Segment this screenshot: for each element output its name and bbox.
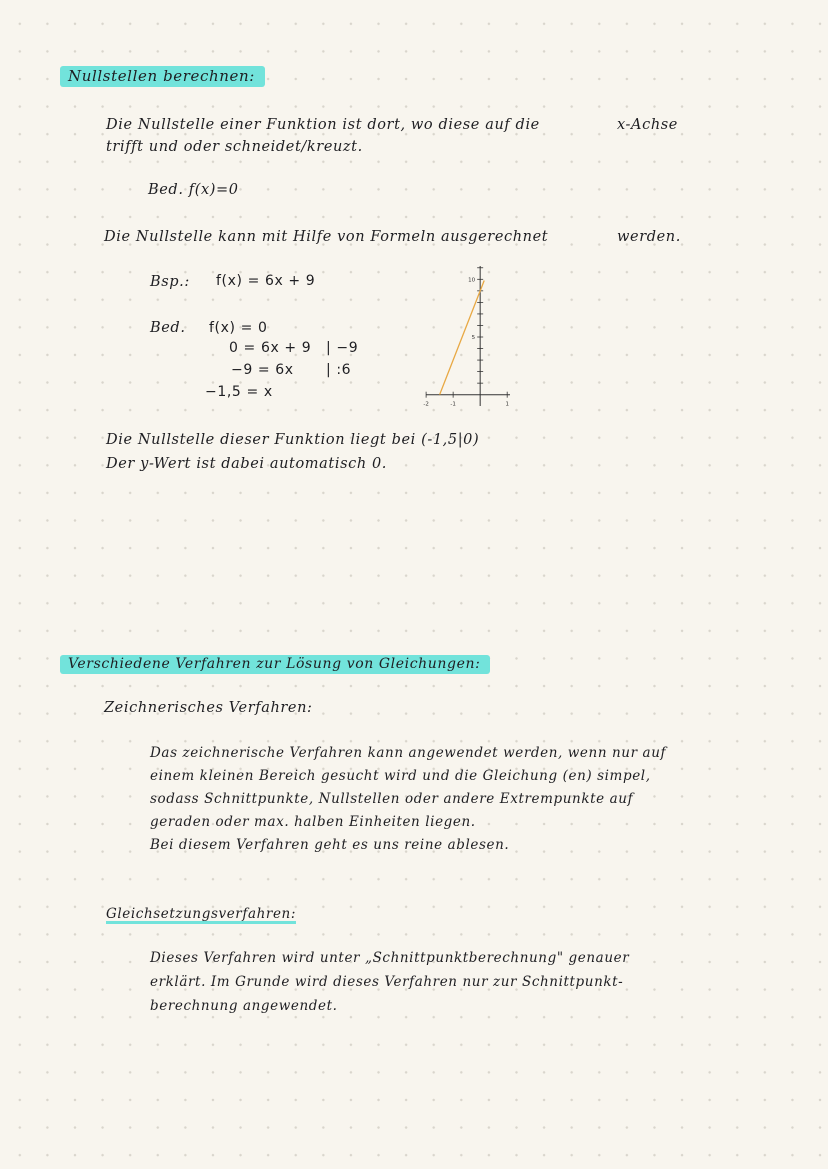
step-2: −9 = 6x xyxy=(231,362,294,378)
intro-line-2: trifft und oder schneidet/kreuzt. xyxy=(106,139,363,155)
heading-verfahren: Verschiedene Verfahren zur Lösung von Gleichungen: xyxy=(60,656,490,672)
y-tick-label: 10 xyxy=(468,277,476,284)
zeichnerisch-line-3: sodass Schnittpunkte, Nullstellen oder andere Extrempunkte auf xyxy=(150,791,634,807)
step-3: −1,5 = x xyxy=(205,384,273,400)
intro-line-1: Die Nullstelle einer Funktion ist dort, wo diese auf die xyxy=(106,117,540,133)
sub-heading-gleichsetzung: Gleichsetzungsverfahren: xyxy=(106,906,296,922)
formula-sentence-end: werden. xyxy=(617,229,681,245)
bed-equation: f(x) = 0 xyxy=(209,320,268,336)
example-label: Bsp.: xyxy=(150,274,190,290)
y-tick-label: 5 xyxy=(471,335,476,341)
gleichsetzung-line-1: Dieses Verfahren wird unter „Schnittpunktberechnung" genauer xyxy=(150,950,630,966)
function-graph xyxy=(418,262,518,412)
intro-line-1-end: x-Achse xyxy=(617,117,678,133)
x-tick-label: -1 xyxy=(450,401,456,408)
result-line-2: Der y-Wert ist dabei automatisch 0. xyxy=(106,456,388,472)
zeichnerisch-line-4: geraden oder max. halben Einheiten liegen. xyxy=(150,814,476,830)
result-line-1: Die Nullstelle dieser Funktion liegt bei (-1,5|0) xyxy=(106,432,480,448)
formula-sentence: Die Nullstelle kann mit Hilfe von Formeln ausgerechnet xyxy=(104,229,549,245)
bed-label: Bed. xyxy=(150,320,186,336)
function-line xyxy=(440,280,485,394)
sub-heading-zeichnerisch: Zeichnerisches Verfahren: xyxy=(104,700,313,716)
gleichsetzung-line-3: berechnung angewendet. xyxy=(150,998,338,1014)
step-1-operation: | −9 xyxy=(326,340,359,356)
heading-nullstellen: Nullstellen berechnen: xyxy=(60,67,265,85)
condition: Bed. f(x)=0 xyxy=(148,182,239,198)
example-function: f(x) = 6x + 9 xyxy=(216,273,316,289)
zeichnerisch-line-1: Das zeichnerische Verfahren kann angewendet werden, wenn nur auf xyxy=(150,745,667,761)
x-tick-label: -2 xyxy=(423,401,429,408)
zeichnerisch-line-5: Bei diesem Verfahren geht es uns reine ablesen. xyxy=(150,837,510,853)
zeichnerisch-line-2: einem kleinen Bereich gesucht wird und die Gleichung (en) simpel, xyxy=(150,768,651,784)
step-1: 0 = 6x + 9 xyxy=(229,340,312,356)
x-tick-label: 1 xyxy=(505,401,509,408)
step-2-operation: | :6 xyxy=(326,362,352,378)
gleichsetzung-line-2: erklärt. Im Grunde wird dieses Verfahren nur zur Schnittpunkt- xyxy=(150,974,624,990)
